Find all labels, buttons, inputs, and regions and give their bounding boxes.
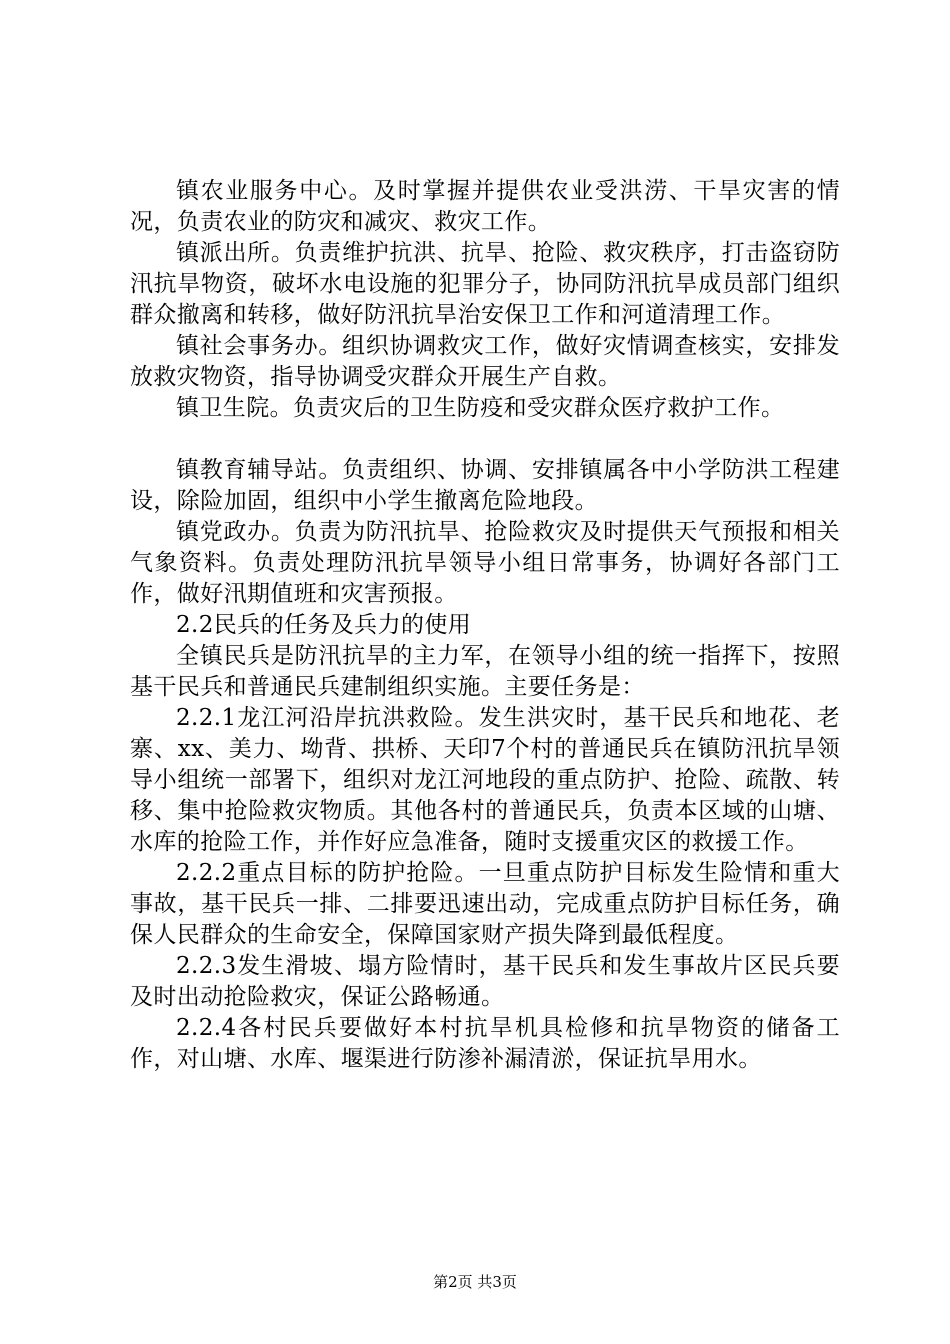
paragraph-education-station: 镇教育辅导站。负责组织、协调、安排镇属各中小学防洪工程建设，除险加固，组织中小学生撤离危险地段。 — [130, 457, 840, 514]
paragraph-health-center: 镇卫生院。负责灾后的卫生防疫和受灾群众医疗救护工作。 — [176, 395, 785, 421]
section-heading-2-2: 2.2民兵的任务及兵力的使用 — [176, 612, 472, 638]
paragraph-party-office: 镇党政办。负责为防汛抗旱、抢险救灾及时提供天气预报和相关气象资料。负责处理防汛抗旱领导小组日常事务，协调好各部门工作，做好汛期值班和灾害预报。 — [130, 519, 840, 607]
paragraph-agriculture-center: 镇农业服务中心。及时掌握并提供农业受洪涝、干旱灾害的情况，负责农业的防灾和减灾、救灾工作。 — [130, 178, 840, 235]
paragraph-police-station: 镇派出所。负责维护抗洪、抗旱、抢险、救灾秩序，打击盗窃防汛抗旱物资，破坏水电设施的犯罪分子，协同防汛抗旱成员部门组织群众撤离和转移，做好防汛抗旱治安保卫工作和河道清理工作。 — [130, 240, 840, 328]
paragraph-militia-intro: 全镇民兵是防汛抗旱的主力军，在领导小组的统一指挥下，按照基干民兵和普通民兵建制组织实施。主要任务是： — [130, 643, 840, 700]
paragraph-2-2-3: 2.2.3发生滑坡、塌方险情时，基干民兵和发生事故片区民兵要及时出动抢险救灾，保证公路畅通。 — [130, 953, 840, 1010]
page-footer: 第2页 共3页 — [433, 1273, 517, 1291]
paragraph-2-2-1: 2.2.1龙江河沿岸抗洪救险。发生洪灾时，基干民兵和地花、老寨、xx、美力、坳背、拱桥、天印7个村的普通民兵在镇防汛抗旱领导小组统一部署下，组织对龙江河地段的重点防护、抢险、疏散、转移、集中抢险救灾物质。其他各村的普通民兵，负责本区域的山塘、水库的抢险工作，并作好应急准备，随时支援重灾区的救援工作。 — [130, 705, 840, 855]
paragraph-2-2-2: 2.2.2重点目标的防护抢险。一旦重点防护目标发生险情和重大事故，基干民兵一排、二排要迅速出动，完成重点防护目标任务，确保人民群众的生命安全，保障国家财产损失降到最低程度。 — [130, 860, 840, 948]
document-body — [130, 176, 840, 1075]
paragraph-2-2-4: 2.2.4各村民兵要做好本村抗旱机具检修和抗旱物资的储备工作，对山塘、水库、堰渠进行防渗补漏清淤，保证抗旱用水。 — [130, 1015, 840, 1072]
paragraph-social-affairs: 镇社会事务办。组织协调救灾工作，做好灾情调查核实，安排发放救灾物资，指导协调受灾群众开展生产自救。 — [130, 333, 840, 390]
